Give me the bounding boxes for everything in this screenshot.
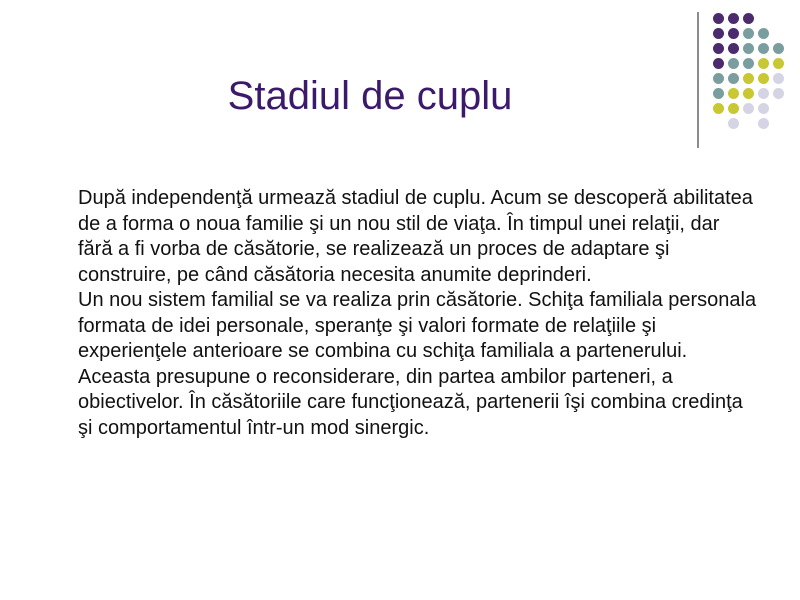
slide-title: Stadiul de cuplu bbox=[227, 74, 513, 118]
decorative-dot bbox=[728, 13, 739, 24]
decorative-dot bbox=[758, 88, 769, 99]
decorative-dot bbox=[758, 28, 769, 39]
decorative-dot bbox=[773, 88, 784, 99]
decorative-dot bbox=[713, 73, 724, 84]
slide-body bbox=[78, 186, 758, 441]
body-paragraph: Un nou sistem familial se va realiza prin căsătorie. Schiţa familiala personala formata de idei personale, speranţe şi valori formate de relaţiile şi experienţele anterioare se combina cu schiţa familiala a partenerului. Aceasta presupune o reconsiderare, din partea ambilor parteneri, a obiectivelor. În căsătoriile care funcţionează, partenerii îşi combina credinţa şi comportamentul într-un mod sinergic. bbox=[78, 289, 757, 439]
decorative-dot bbox=[758, 43, 769, 54]
decorative-dot bbox=[713, 13, 724, 24]
body-paragraph: După independenţă urmează stadiul de cuplu. Acum se descoperă abilitatea de a forma o noua familie şi un nou stil de viaţa. În timpul unei relaţii, dar fără a fi vorba de căsătorie, se realizează un proces de adaptare şi construire, pe când căsătoria necesita anumite deprinderi. bbox=[78, 187, 753, 286]
decorative-dot bbox=[713, 103, 724, 114]
decorative-dot bbox=[728, 118, 739, 129]
decorative-dot bbox=[773, 58, 784, 69]
decorative-dot bbox=[728, 88, 739, 99]
decorative-dot bbox=[743, 103, 754, 114]
decorative-dot bbox=[728, 58, 739, 69]
decorative-dot bbox=[743, 88, 754, 99]
decorative-dot bbox=[743, 28, 754, 39]
decorative-dot bbox=[728, 73, 739, 84]
decorative-dot bbox=[713, 28, 724, 39]
decorative-dot bbox=[743, 13, 754, 24]
vertical-divider bbox=[697, 12, 699, 148]
decorative-dot bbox=[713, 58, 724, 69]
decorative-dot bbox=[743, 73, 754, 84]
decorative-dot bbox=[743, 58, 754, 69]
decorative-dot bbox=[713, 43, 724, 54]
decorative-dot bbox=[773, 73, 784, 84]
decorative-dot bbox=[758, 73, 769, 84]
decorative-dot bbox=[728, 103, 739, 114]
decorative-dot bbox=[728, 28, 739, 39]
decorative-dot bbox=[758, 58, 769, 69]
decorative-dot bbox=[728, 43, 739, 54]
decorative-dot bbox=[758, 103, 769, 114]
decorative-dot bbox=[743, 43, 754, 54]
decorative-dot bbox=[713, 88, 724, 99]
decorative-dot bbox=[758, 118, 769, 129]
decorative-dot bbox=[773, 43, 784, 54]
